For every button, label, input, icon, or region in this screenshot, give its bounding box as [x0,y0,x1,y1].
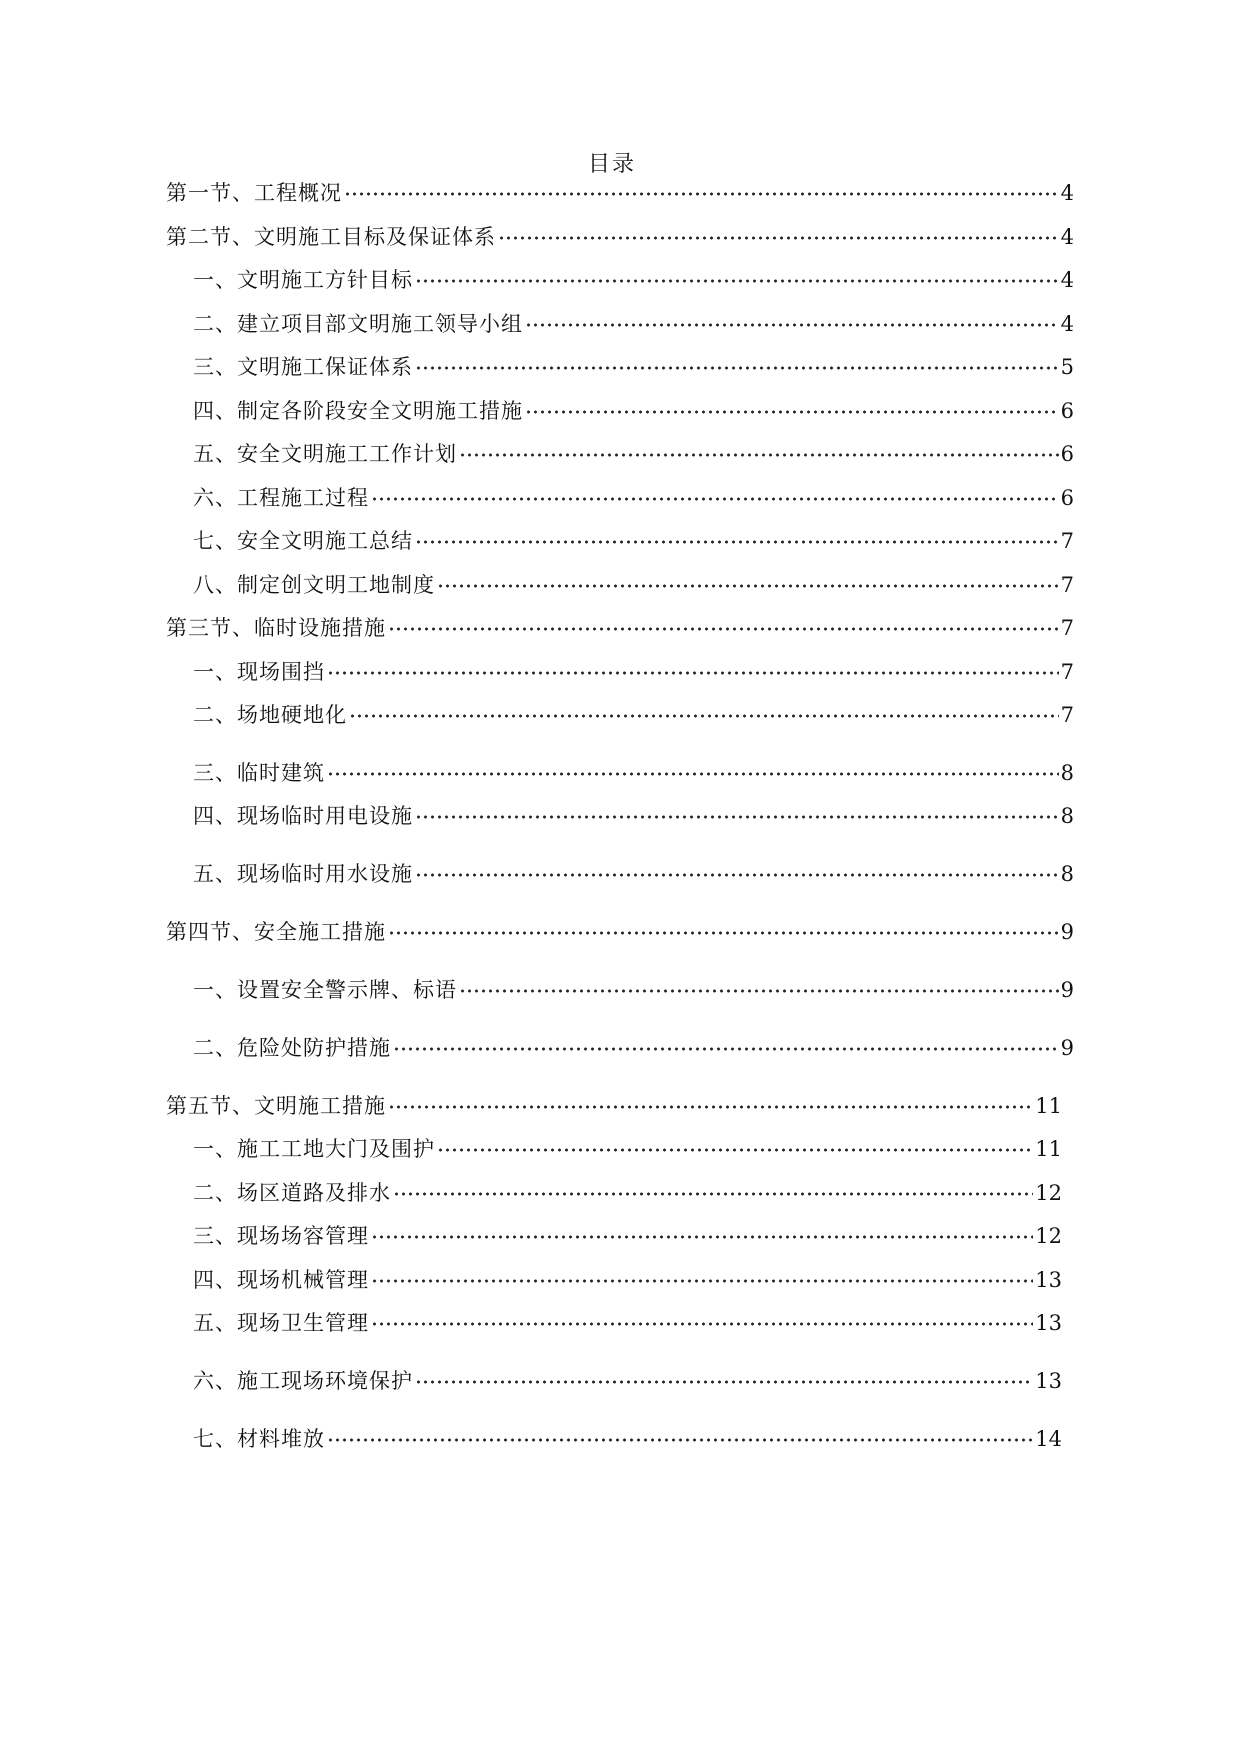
dot-leader [371,496,1059,502]
toc-entry-label: 五、现场卫生管理 [193,1311,369,1335]
dot-leader [437,583,1059,589]
toc-entry-label: 二、场地硬地化 [193,703,347,727]
toc-entry[interactable] [193,483,1074,513]
toc-entry[interactable] [193,1308,1062,1338]
dot-leader [525,409,1059,415]
toc-entry-label: 四、制定各阶段安全文明施工措施 [193,399,523,423]
toc-entry-page: 13 [1035,1311,1062,1335]
toc-entry-page: 7 [1060,573,1074,597]
toc-entry-page: 13 [1035,1268,1062,1292]
toc-entry[interactable] [193,352,1074,382]
dot-leader [415,278,1059,284]
toc-entry-label: 一、现场围挡 [193,660,325,684]
toc-entry-label: 二、建立项目部文明施工领导小组 [193,312,523,336]
toc-entry[interactable] [166,222,1074,252]
toc-entry[interactable] [193,657,1074,687]
toc-entry[interactable] [193,1221,1062,1251]
toc-entry[interactable] [166,613,1074,643]
toc-entry-label: 七、安全文明施工总结 [193,529,413,553]
toc-entry-label: 一、设置安全警示牌、标语 [193,978,457,1002]
toc-entry[interactable] [193,801,1074,831]
toc-entry-page: 9 [1060,920,1074,944]
toc-entry[interactable] [193,1424,1062,1454]
toc-entry-page: 9 [1060,1036,1074,1060]
toc-entry[interactable] [166,178,1074,208]
toc-entry-page: 11 [1035,1137,1062,1161]
toc-entry-page: 5 [1060,355,1074,379]
toc-entry[interactable] [193,1033,1074,1063]
toc-entry[interactable] [193,700,1074,730]
toc-entry[interactable] [193,570,1074,600]
dot-leader [415,1379,1033,1385]
dot-leader [415,365,1059,371]
toc-entry-label: 八、制定创文明工地制度 [193,573,435,597]
dot-leader [371,1234,1033,1240]
toc-entry[interactable] [193,1366,1062,1396]
toc-entry-page: 4 [1060,225,1074,249]
toc-entry-label: 五、安全文明施工工作计划 [193,442,457,466]
toc-entry-page: 6 [1060,399,1074,423]
dot-leader [525,322,1059,328]
dot-leader [415,872,1059,878]
toc-entry-page: 8 [1060,804,1074,828]
toc-entry[interactable] [166,1091,1062,1121]
dot-leader [498,235,1059,241]
toc-entry-label: 三、文明施工保证体系 [193,355,413,379]
toc-entry[interactable] [193,1265,1062,1295]
dot-leader [388,626,1059,632]
toc-entry-page: 7 [1060,616,1074,640]
toc-entry[interactable] [193,309,1074,339]
toc-entry-page: 8 [1060,761,1074,785]
toc-entry-label: 第二节、文明施工目标及保证体系 [166,225,496,249]
dot-leader [415,814,1059,820]
toc-entry-label: 一、文明施工方针目标 [193,268,413,292]
toc-entry-label: 四、现场临时用电设施 [193,804,413,828]
page-title: 目录 [587,152,636,177]
toc-entry-label: 第四节、安全施工措施 [166,920,386,944]
toc-entry-page: 12 [1035,1224,1062,1248]
dot-leader [459,988,1059,994]
toc-entry-page: 9 [1060,978,1074,1002]
toc-entry-page: 7 [1060,529,1074,553]
dot-leader [388,930,1059,936]
toc-entry[interactable] [193,859,1074,889]
toc-entry-label: 二、危险处防护措施 [193,1036,391,1060]
toc-entry-label: 第一节、工程概况 [166,181,342,205]
toc-entry-page: 4 [1060,268,1074,292]
toc-entry-page: 4 [1060,181,1074,205]
toc-entry-label: 第三节、临时设施措施 [166,616,386,640]
toc-entry-label: 六、工程施工过程 [193,486,369,510]
dot-leader [327,1437,1033,1443]
dot-leader [327,771,1059,777]
dot-leader [437,1147,1033,1153]
toc-entry-label: 二、场区道路及排水 [193,1181,391,1205]
toc-entry-page: 4 [1060,312,1074,336]
toc-entry-page: 8 [1060,862,1074,886]
toc-entry[interactable] [193,439,1074,469]
toc-entry[interactable] [193,1178,1062,1208]
toc-entry[interactable] [193,1134,1062,1164]
toc-entry[interactable] [193,758,1074,788]
toc-entry[interactable] [193,975,1074,1005]
toc-entry-page: 12 [1035,1181,1062,1205]
toc-entry-page: 6 [1060,442,1074,466]
toc-entry[interactable] [193,265,1074,295]
toc-entry-page: 7 [1060,660,1074,684]
toc-entry-label: 六、施工现场环境保护 [193,1369,413,1393]
toc-entry[interactable] [193,526,1074,556]
toc-entry-label: 五、现场临时用水设施 [193,862,413,886]
toc-entry-page: 14 [1035,1427,1062,1451]
toc-entry-label: 三、现场场容管理 [193,1224,369,1248]
dot-leader [344,191,1059,197]
dot-leader [371,1278,1033,1284]
dot-leader [349,713,1059,719]
dot-leader [388,1104,1033,1110]
toc-entry-page: 7 [1060,703,1074,727]
dot-leader [327,670,1059,676]
dot-leader [393,1191,1033,1197]
dot-leader [371,1321,1033,1327]
dot-leader [459,452,1059,458]
toc-entry-label: 七、材料堆放 [193,1427,325,1451]
toc-entry-label: 三、临时建筑 [193,761,325,785]
dot-leader [415,539,1059,545]
toc-entry-page: 11 [1035,1094,1062,1118]
dot-leader [393,1046,1059,1052]
toc-entry-label: 四、现场机械管理 [193,1268,369,1292]
toc-entry-label: 一、施工工地大门及围护 [193,1137,435,1161]
toc-entry-page: 6 [1060,486,1074,510]
toc-entry-label: 第五节、文明施工措施 [166,1094,386,1118]
toc-entry[interactable] [166,917,1074,947]
toc-entry[interactable] [193,396,1074,426]
toc-entry-page: 13 [1035,1369,1062,1393]
